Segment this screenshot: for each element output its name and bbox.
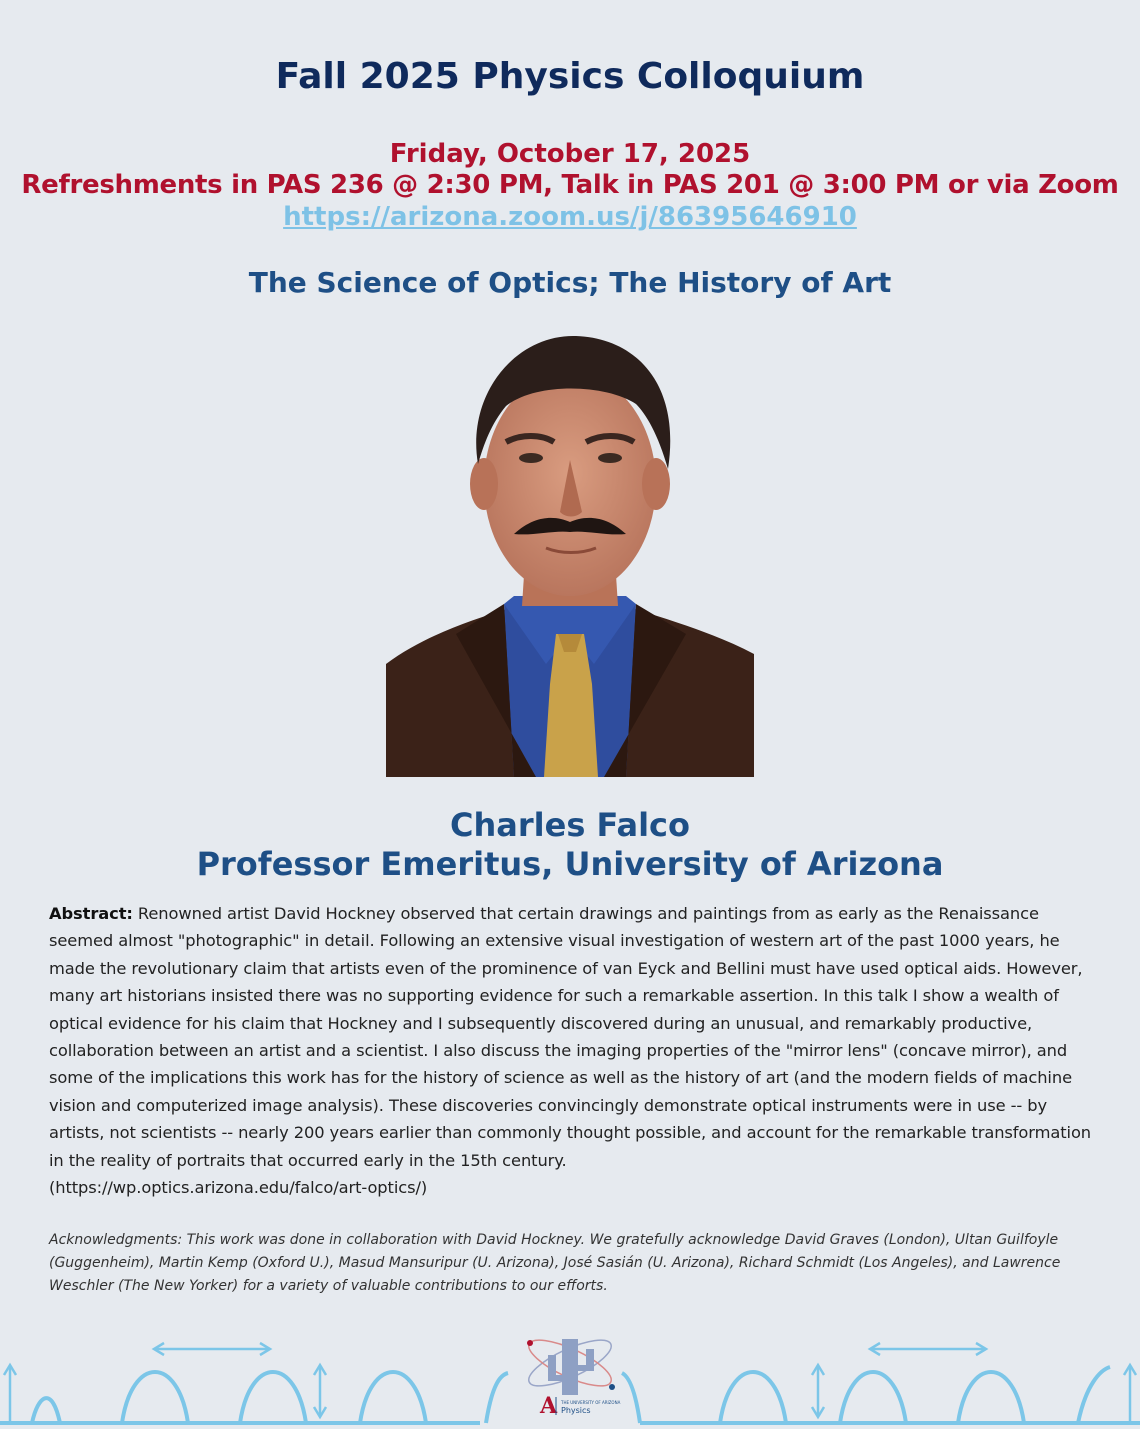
logo-initial: A	[540, 1393, 558, 1419]
arrow-icon	[154, 1343, 270, 1355]
abstract-label: Abstract:	[49, 904, 133, 923]
arrow-icon	[870, 1343, 986, 1355]
physics-logo	[523, 1331, 620, 1419]
speaker-affiliation: Professor Emeritus, University of Arizona	[196, 845, 944, 883]
abstract-url[interactable]: (https://wp.optics.arizona.edu/falco/art-optics/)	[49, 1178, 428, 1198]
abstract	[49, 900, 1099, 1201]
logo-small-text: THE UNIVERSITY OF ARIZONA	[561, 1400, 621, 1405]
speaker-name: Charles Falco	[450, 806, 690, 844]
acknowledgments: Acknowledgments: This work was done in collaboration with David Hockney. We gratefully acknowledge David Graves (London), Ultan Guilfoyle (Guggenheim), Martin Kemp (Oxford U.), Masud Mansuripur (U. Arizona), José Sasián (U. Arizona), Richard Schmidt (Los Angeles), and Lawrence Weschler (The New Yorker) for a variety of valuable contributions to our efforts.	[49, 1232, 1061, 1294]
arrow-icon	[1124, 1365, 1136, 1423]
logo-dept: Physics	[561, 1406, 591, 1415]
talk-title: The Science of Optics; The History of Art	[248, 266, 892, 299]
arrow-icon	[4, 1365, 16, 1423]
arrow-icon	[812, 1365, 824, 1417]
colloquium-title: Fall 2025 Physics Colloquium	[275, 56, 865, 97]
speaker-photo	[386, 334, 754, 777]
zoom-link[interactable]: https://arizona.zoom.us/j/86395646910	[283, 202, 857, 232]
event-location: Refreshments in PAS 236 @ 2:30 PM, Talk in PAS 201 @ 3:00 PM or via Zoom	[21, 170, 1119, 200]
footer-decoration	[0, 1325, 1140, 1425]
event-date: Friday, October 17, 2025	[389, 139, 751, 169]
abstract-text: Renowned artist David Hockney observed that certain drawings and paintings from as early as the Renaissance seemed almost "photographic" in detail. Following an extensive visual investigation of western art of the past 1000 years, he made the revolutionary claim that artists even of the prominence of van Eyck and Bellini must have used optical aids. However, many art historians insisted there was no supporting evidence for such a remarkable assertion. In this talk I show a wealth of optical evidence for his claim that Hockney and I subsequently discovered during an unusual, and remarkably productive, collaboration between an artist and a scientist. I also discuss the imaging properties of the "mirror lens" (concave mirror), and some of the implications this work has for the history of science as well as the history of art (and the modern fields of machine vision and computerized image analysis). These discoveries convincingly demonstrate optical instruments were in use -- by artists, not scientists -- nearly 200 years earlier than commonly thought possible, and account for the remarkable transformation in the reality of portraits that occurred early in the 15th century.	[49, 904, 1092, 1170]
arrow-icon	[314, 1365, 326, 1417]
